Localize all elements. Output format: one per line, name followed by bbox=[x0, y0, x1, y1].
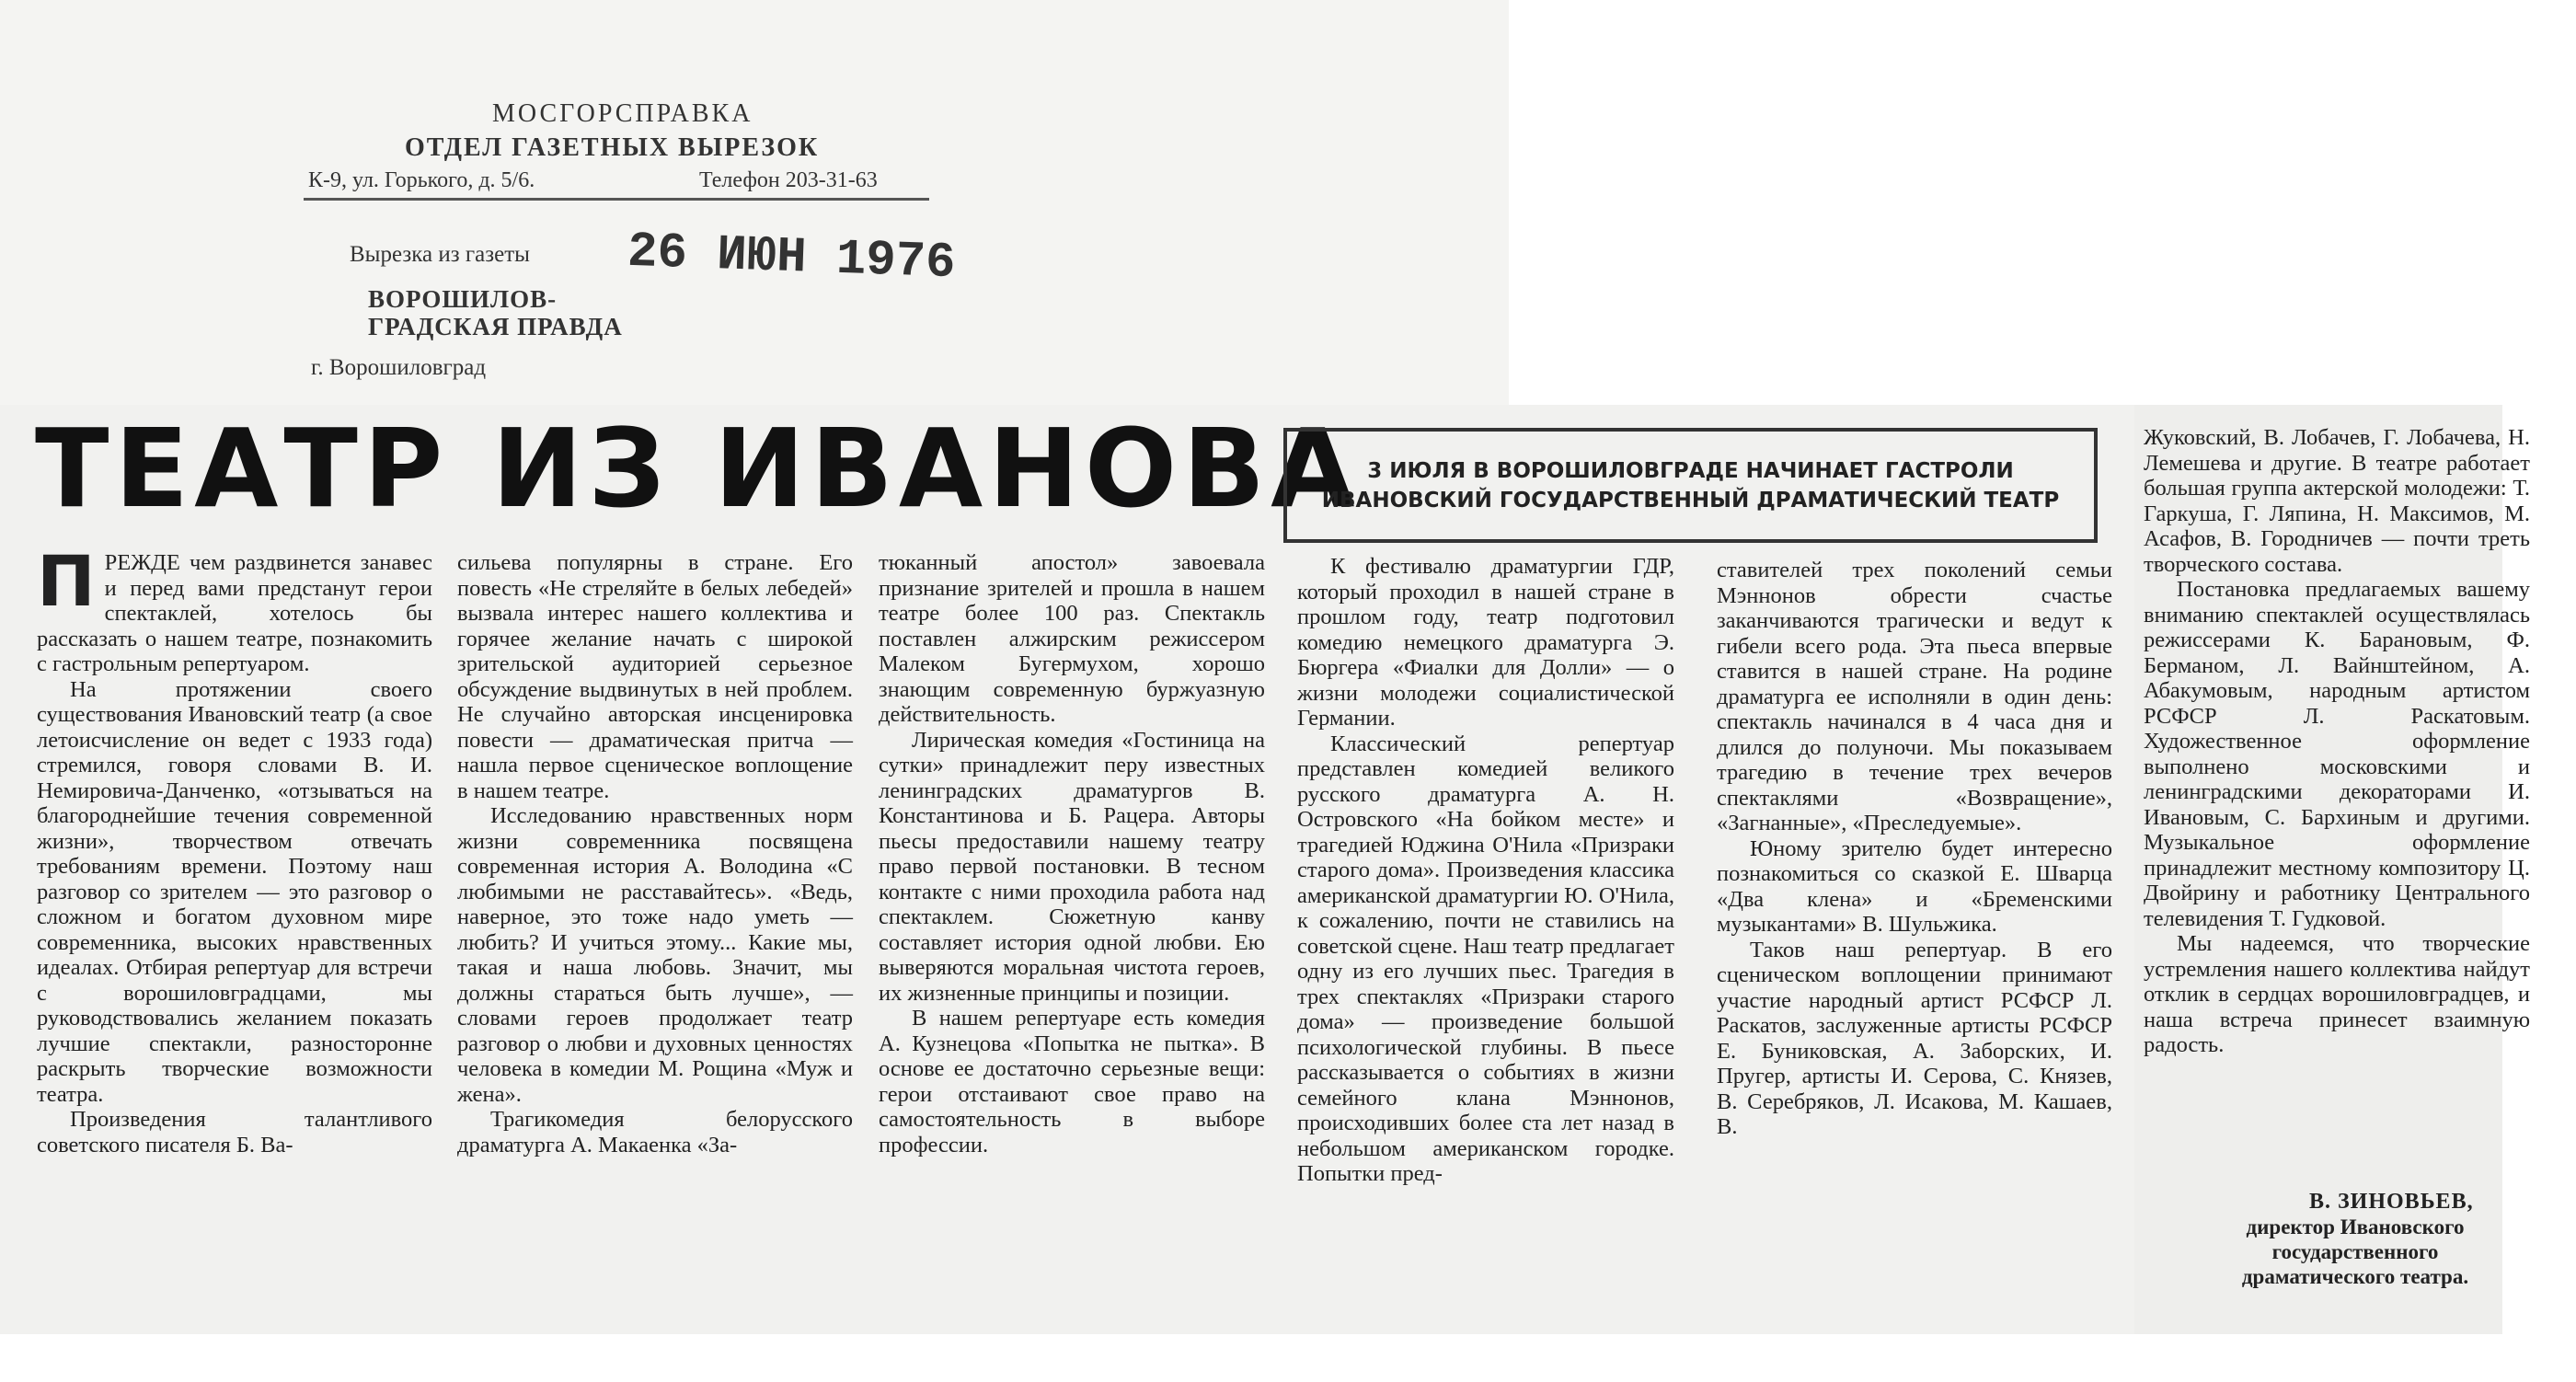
paragraph: Исследованию нравственных норм жизни современника посвящена современная история А. Володина «С любимыми не расставайтесь». «Ведь, наверное, это тоже надо уметь — любить? И учиться этому... Какие мы, такая и наша любовь. Значит, мы должны стараться быть лучше», — словами героев продолжает театр разговор о любви и духовных ценностях человека в комедии М. Рощина «Муж и жена». bbox=[457, 803, 853, 1107]
clipping-stamp-area bbox=[0, 0, 1509, 405]
subhead-line-1: 3 ИЮЛЯ В ВОРОШИЛОВГРАДЕ НАЧИНАЕТ ГАСТРОЛИ bbox=[1367, 458, 2014, 483]
stamp-address: К-9, ул. Горького, д. 5/6. bbox=[308, 168, 535, 192]
article-column-2 bbox=[457, 550, 853, 1157]
paragraph: Мы надеемся, что творческие устремления нашего коллектива найдут отклик в сердцах ворошиловградцев, и наша встреча принесет взаимную радость. bbox=[2144, 931, 2530, 1057]
article-column-4 bbox=[1297, 554, 1674, 1187]
article-column-1 bbox=[37, 540, 432, 1157]
paragraph: Юному зрителю будет интересно познакомиться со сказкой Е. Шварца «Два клена» и «Бременскими музыкантами» В. Шульжика. bbox=[1717, 835, 2112, 937]
stamp-date: 26 ИЮН 1976 bbox=[627, 224, 957, 293]
drop-cap: П bbox=[37, 540, 96, 622]
stamp-divider bbox=[304, 198, 929, 201]
article-column-3 bbox=[879, 550, 1265, 1157]
stamp-organization: МОСГОРСПРАВКА bbox=[492, 99, 753, 128]
paragraph: тюканный апостол» завоевала признание зрителей и прошла в нашем театре более 100 раз. Спектакль поставлен алжирским режиссером Малеком Бугермухом, хорошо знающим современную буржуазную действительность. bbox=[879, 550, 1265, 727]
paragraph: ставителей трех поколений семьи Мэннонов обрести счастье заканчиваются трагически и ведут к гибели всего рода. Эта пьеса впервые ставится в нашей стране. На родине драматурга ее исполняли в один день: спектакль начинался в 4 часа дня и длился до полуночи. Мы показываем трагедию в течение трех вечеров спектаклями «Возвращение», «Загнанные», «Преследуемые». bbox=[1717, 558, 2112, 835]
article-headline: ТЕАТР ИЗ ИВАНОВА bbox=[35, 405, 1361, 532]
paragraph: Таков наш репертуар. В его сценическом воплощении принимают участие народный артист РСФСР Л. Раскатов, заслуженные артисты РСФСР Е. Буниковская, А. Заборских, И. Пругер, артисты И. Серова, С. Князев, В. Серебряков, Л. Исакова, М. Кашаев, В. bbox=[1717, 937, 2112, 1139]
stamp-department: ОТДЕЛ ГАЗЕТНЫХ ВЫРЕЗОК bbox=[405, 133, 820, 162]
blank-background bbox=[1509, 0, 2576, 414]
paragraph: К фестивалю драматургии ГДР, который проходил в нашей стране в прошлом году, театр подготовил комедию немецкого драматурга Э. Бюргера «Фиалки для Долли» — о жизни молодежи социалистической Германии. bbox=[1297, 554, 1674, 731]
stamp-city: г. Ворошиловград bbox=[311, 355, 487, 380]
paragraph: Классический репертуар представлен комедией великого русского драматурга А. Н. Островского «На бойком месте» и трагедией Юджина О'Нила «Призраки старого дома». Произведения классика американской драматургии Ю. О'Нила, к сожалению, почти не ставились на советской сцене. Наш театр предлагает одну из его лучших пьес. Трагедия в трех спектаклях «Призраки старого дома» — произведение большой психологической глубины. В пьесе рассказывается о событиях в жизни семейного клана Мэннонов, происходивших более ста лет назад в небольшом американском городке. Попытки пред- bbox=[1297, 731, 1674, 1186]
paragraph-text: РЕЖДЕ чем раздвинется занавес и перед вами предстанут герои спектаклей, хотелось бы рассказать о нашем театре, познакомить с гастрольным репертуаром. bbox=[37, 550, 432, 676]
paragraph: Произведения талантливого советского писателя Б. Ва- bbox=[37, 1107, 432, 1157]
paragraph: Постановка предлагаемых вашему вниманию спектаклей осуществлялась режиссерами К. Барановым, Ф. Берманом, Л. Вайнштейном, А. Абакумовым, народным артистом РСФСР Л. Раскатовым. Художественное оформление выполнено московскими и ленинградскими декораторами И. Ивановым, С. Бархиным и другими. Музыкальное оформление принадлежит местному композитору Ц. Двойрину и работнику Центрального телевидения Т. Гудковой. bbox=[2144, 577, 2530, 931]
article-column-6 bbox=[2144, 425, 2530, 1058]
article-column-5 bbox=[1717, 558, 2112, 1140]
author-title: директор Ивановского государственного драматического театра. bbox=[2241, 1215, 2469, 1288]
paragraph: Лирическая комедия «Гостиница на сутки» принадлежит перу известных ленинградских драматургов В. Константинова и Б. Рацера. Авторы пьесы предоставили нашему театру право первой постановки. В тесном контакте с ними проходила работа над спектаклем. Сюжетную канву составляет история одной любви. Ею выверяются моральная чистота героев, их жизненные принципы и позиции. bbox=[879, 727, 1265, 1006]
stamp-newspaper-name: ВОРОШИЛОВ- ГРАДСКАЯ ПРАВДА bbox=[368, 285, 623, 340]
subhead-line-2: ИВАНОВСКИЙ ГОСУДАРСТВЕННЫЙ ДРАМАТИЧЕСКИЙ ТЕАТР bbox=[1321, 488, 2060, 512]
paragraph: В нашем репертуаре есть комедия А. Кузнецова «Попытка не пытка». В основе ее достаточно серьезные вещи: герои отстаивают свое право на самостоятельность в выборе профессии. bbox=[879, 1006, 1265, 1157]
paragraph: Трагикомедия белорусского драматурга А. Макаенка «За- bbox=[457, 1107, 853, 1157]
paragraph: Жуковский, В. Лобачев, Г. Лобачева, Н. Лемешева и другие. В театре работает большая группа актерской молодежи: Т. Гаркуша, Г. Ляпина, Н. Максимов, М. Асафов, В. Городничев — почти треть творческого состава. bbox=[2144, 425, 2530, 577]
author-signature: В. ЗИНОВЬЕВ, bbox=[2309, 1190, 2474, 1214]
paragraph bbox=[37, 540, 432, 677]
paragraph: сильева популярны в стране. Его повесть «Не стреляйте в белых лебедей» вызвала интерес нашего коллектива и горячее желание начать с широкой зрительской аудиторией серьезное обсуждение выдвинутых в ней проблем. Не случайно авторская инсценировка повести — драматическая притча — нашла первое сценическое воплощение в нашем театре. bbox=[457, 550, 853, 803]
paragraph: На протяжении своего существования Ивановский театр (а свое летоисчисление он ведет с 1933 года) стремился, говоря словами В. И. Немировича-Данченко, «отзываться на благороднейшие течения современной жизни», творчеством отвечать требованиям времени. Поэтому наш разговор со зрителем — это разговор о сложном и богатом духовном мире современника, высоких нравственных идеалах. Отбирая репертуар для встречи с ворошиловградцами, мы руководствовались желанием показать лучшие спектакли, разносторонне раскрыть творческие возможности театра. bbox=[37, 676, 432, 1107]
stamp-phone: Телефон 203-31-63 bbox=[699, 168, 878, 192]
stamp-clip-label: Вырезка из газеты bbox=[350, 242, 530, 267]
article-subhead bbox=[1283, 428, 2098, 543]
